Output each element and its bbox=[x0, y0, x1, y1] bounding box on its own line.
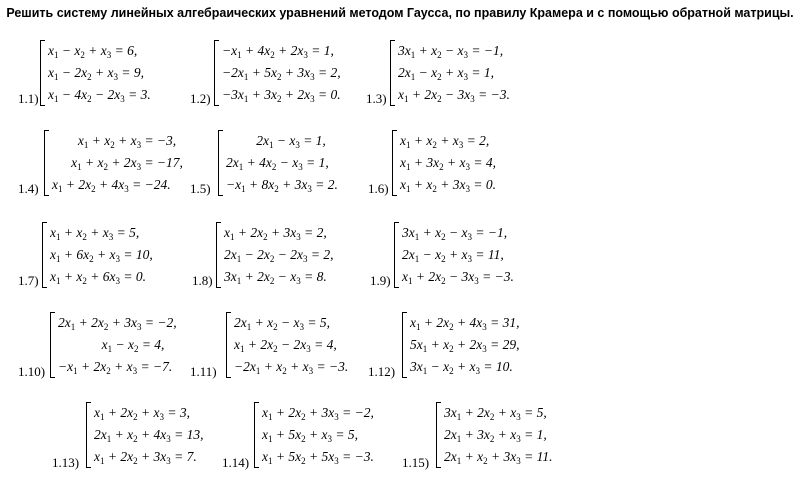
system-label: 1.8) bbox=[192, 273, 213, 288]
equation: $3x_1 - x_2 + x_3 = 10$. bbox=[410, 359, 513, 376]
system-brace bbox=[214, 40, 221, 106]
equation-system bbox=[86, 402, 226, 468]
system-label: 1.3) bbox=[366, 91, 387, 106]
equation-system bbox=[390, 40, 540, 106]
equation: $3x_1 + x_2 - x_3 = -1$, bbox=[402, 225, 508, 242]
equation: $x_1 + 5x_2 + 5x_3 = -3$. bbox=[262, 449, 374, 466]
system-brace bbox=[436, 402, 443, 468]
system-brace bbox=[394, 222, 401, 288]
equation: $-x_1 + 4x_2 + 2x_3 = 1$, bbox=[222, 43, 334, 60]
equation-system bbox=[226, 312, 376, 378]
equation: $2x_1 + x_2 + 4x_3 = 13$, bbox=[94, 427, 204, 444]
equation: $2x_1 - 2x_2 - 2x_3 = 2$, bbox=[224, 247, 334, 264]
equation: $x_1 + 2x_2 + 4x_3 = 31$, bbox=[410, 315, 520, 332]
equation: $x_1 + 2x_2 + 3x_3 = 7$. bbox=[94, 449, 197, 466]
equation: $-2x_1 + x_2 + x_3 = -3$. bbox=[234, 359, 349, 376]
system-brace bbox=[216, 222, 223, 288]
equation-system bbox=[40, 40, 200, 106]
system-label: 1.7) bbox=[18, 273, 39, 288]
system-brace bbox=[254, 402, 261, 468]
equation: $x_1 - x_2 + x_3 = 6$, bbox=[48, 43, 138, 60]
equation: $x_1 + x_2 + 3x_3 = 0$. bbox=[400, 177, 496, 194]
equation: $2x_1 + 2x_2 + 3x_3 = -2$, bbox=[58, 315, 177, 332]
equation-system bbox=[436, 402, 576, 468]
equation-system bbox=[402, 312, 542, 378]
equation: $x_1 + 2x_2 - 3x_3 = -3$. bbox=[398, 87, 510, 104]
equation: $x_1 + 3x_2 + x_3 = 4$, bbox=[400, 155, 496, 172]
system-label: 1.14) bbox=[222, 455, 250, 470]
equation: $x_1 + x_2 + x_3 = 2$, bbox=[400, 133, 490, 150]
equation: $x_1 + 6x_2 + x_3 = 10$, bbox=[50, 247, 153, 264]
system-label: 1.11) bbox=[190, 364, 217, 379]
equation-system bbox=[254, 402, 394, 468]
system-brace bbox=[50, 312, 57, 378]
equation-system bbox=[218, 130, 358, 196]
equation-system bbox=[50, 312, 210, 378]
equation: $-2x_1 + 5x_2 + 3x_3 = 2$, bbox=[222, 65, 341, 82]
equation-system bbox=[44, 130, 204, 196]
system-label: 1.12) bbox=[368, 364, 396, 379]
system-brace bbox=[226, 312, 233, 378]
equation: $2x_1 + 3x_2 + x_3 = 1$, bbox=[444, 427, 547, 444]
page-title: Решить систему линейных алгебраических уравнений методом Гаусса, по правилу Крамера и с помощью обратной матрицы. bbox=[6, 6, 794, 20]
equation: $2x_1 + x_2 + 3x_3 = 11$. bbox=[444, 449, 553, 466]
system-label: 1.2) bbox=[190, 91, 211, 106]
equation: $3x_1 + 2x_2 - x_3 = 8$. bbox=[224, 269, 327, 286]
equation: $x_1 + x_2 + x_3 = 5$, bbox=[50, 225, 140, 242]
system-label: 1.4) bbox=[18, 181, 39, 196]
equation: $2x_1 - x_3 = 1$, bbox=[256, 133, 326, 150]
equation: $-x_1 + 2x_2 + x_3 = -7$. bbox=[58, 359, 173, 376]
equation: $x_1 + 2x_2 - 2x_3 = 4$, bbox=[234, 337, 337, 354]
system-brace bbox=[390, 40, 397, 106]
equation-system bbox=[216, 222, 346, 288]
equation: $2x_1 + x_2 - x_3 = 5$, bbox=[234, 315, 330, 332]
system-brace bbox=[44, 130, 51, 196]
equation: $x_1 + 2x_2 - 3x_3 = -3$. bbox=[402, 269, 514, 286]
system-label: 1.5) bbox=[190, 181, 211, 196]
system-brace bbox=[218, 130, 225, 196]
system-label: 1.15) bbox=[402, 455, 430, 470]
equation: $x_1 + 5x_2 + x_3 = 5$, bbox=[262, 427, 358, 444]
system-label: 1.10) bbox=[18, 364, 46, 379]
system-brace bbox=[86, 402, 93, 468]
equation: $x_1 - 4x_2 - 2x_3 = 3$. bbox=[48, 87, 151, 104]
equation: $2x_1 - x_2 + x_3 = 1$, bbox=[398, 65, 494, 82]
equation: $2x_1 + 4x_2 - x_3 = 1$, bbox=[226, 155, 329, 172]
system-brace bbox=[40, 40, 47, 106]
equation-system bbox=[392, 130, 522, 196]
equation: $x_1 + 2x_2 + 4x_3 = -24$. bbox=[52, 177, 171, 194]
equation-system bbox=[214, 40, 374, 106]
equation-system bbox=[394, 222, 534, 288]
system-label: 1.9) bbox=[370, 273, 391, 288]
equation: $-3x_1 + 3x_2 + 2x_3 = 0$. bbox=[222, 87, 341, 104]
equation: $2x_1 - x_2 + x_3 = 11$, bbox=[402, 247, 504, 264]
equation: $x_1 - x_2 = 4$, bbox=[101, 337, 165, 354]
equation: $5x_1 + x_2 + 2x_3 = 29$, bbox=[410, 337, 520, 354]
system-brace bbox=[42, 222, 49, 288]
equation: $3x_1 + 2x_2 + x_3 = 5$, bbox=[444, 405, 547, 422]
system-label: 1.13) bbox=[52, 455, 80, 470]
system-brace bbox=[402, 312, 409, 378]
system-brace bbox=[392, 130, 399, 196]
equation: $x_1 + x_2 + 6x_3 = 0$. bbox=[50, 269, 146, 286]
equation: $-x_1 + 8x_2 + 3x_3 = 2$. bbox=[226, 177, 338, 194]
system-label: 1.6) bbox=[368, 181, 389, 196]
equation: $x_1 + x_2 + 2x_3 = -17$, bbox=[71, 155, 183, 172]
equation: $x_1 + x_2 + x_3 = -3$, bbox=[77, 133, 177, 150]
equation: $x_1 + 2x_2 + 3x_3 = -2$, bbox=[262, 405, 374, 422]
equation: $x_1 - 2x_2 + x_3 = 9$, bbox=[48, 65, 144, 82]
equation: $3x_1 + x_2 - x_3 = -1$, bbox=[398, 43, 504, 60]
system-label: 1.1) bbox=[18, 91, 39, 106]
equation: $x_1 + 2x_2 + x_3 = 3$, bbox=[94, 405, 190, 422]
equation-system bbox=[42, 222, 172, 288]
equation: $x_1 + 2x_2 + 3x_3 = 2$, bbox=[224, 225, 327, 242]
